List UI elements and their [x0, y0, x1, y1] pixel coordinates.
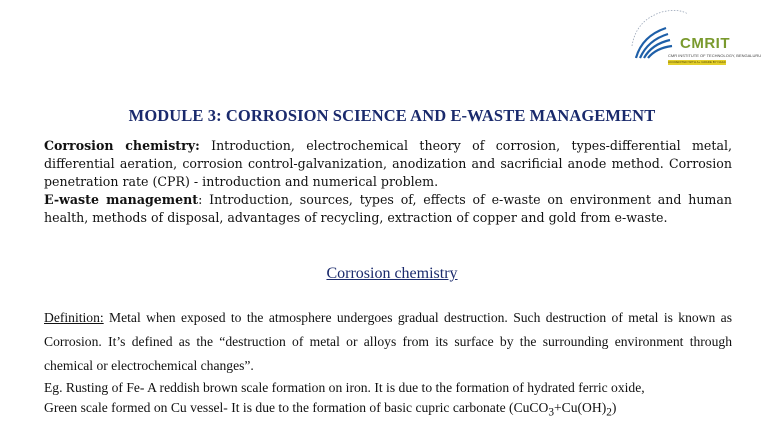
corrosion-text: Introduction, electrochemical theory of corrosion, types-differential metal, differential aeration, corrosion control-galvanization, anodization and sacrificial anode method. Corrosion penetration rate (CPR) - introduction and numerical problem.	[44, 138, 732, 189]
logo-tagline-bar: ACCREDITED WITH A+ GRADE BY NAAC	[668, 60, 726, 64]
ewaste-text: : Introduction, sources, types of, effects of e-waste on environment and human health, methods of disposal, advantages of recycling, extraction of copper and gold from e-waste.	[44, 192, 732, 225]
example-line2-mid: +Cu(OH)	[554, 400, 607, 415]
section-heading: Corrosion chemistry	[326, 265, 458, 282]
corrosion-label: Corrosion chemistry:	[44, 138, 200, 153]
syllabus-corrosion	[44, 137, 732, 191]
syllabus-ewaste	[44, 191, 732, 227]
syllabus-block	[44, 137, 732, 227]
example-line-1: Eg. Rusting of Fe- A reddish brown scale formation on iron. It is due to the formation of hydrated ferric oxide,	[44, 380, 645, 395]
subscript-3: 3	[548, 406, 554, 419]
definition-block	[44, 306, 732, 423]
page-title: MODULE 3: CORROSION SCIENCE AND E-WASTE MANAGEMENT	[128, 106, 656, 125]
logo-subtitle: CMR INSTITUTE OF TECHNOLOGY, BENGALURU	[668, 53, 762, 58]
definition-label: Definition:	[44, 310, 104, 325]
ewaste-label: E-waste management	[44, 192, 199, 207]
logo-wordmark: CMRIT	[680, 35, 730, 52]
definition-paragraph	[44, 306, 732, 378]
example-line2-suffix: )	[611, 400, 617, 415]
example-line-2	[44, 398, 732, 423]
definition-text: Metal when exposed to the atmosphere undergoes gradual destruction. Such destruction of metal is known as Corrosion. It’s defined as the “destruction of metal or alloys from its surface by the surrounding environment through chemical or electrochemical changes”.	[44, 310, 732, 373]
subscript-2: 2	[606, 406, 612, 419]
example-line2-prefix: Green scale formed on Cu vessel- It is due to the formation of basic cupric carbonate (CuCO	[44, 400, 549, 415]
